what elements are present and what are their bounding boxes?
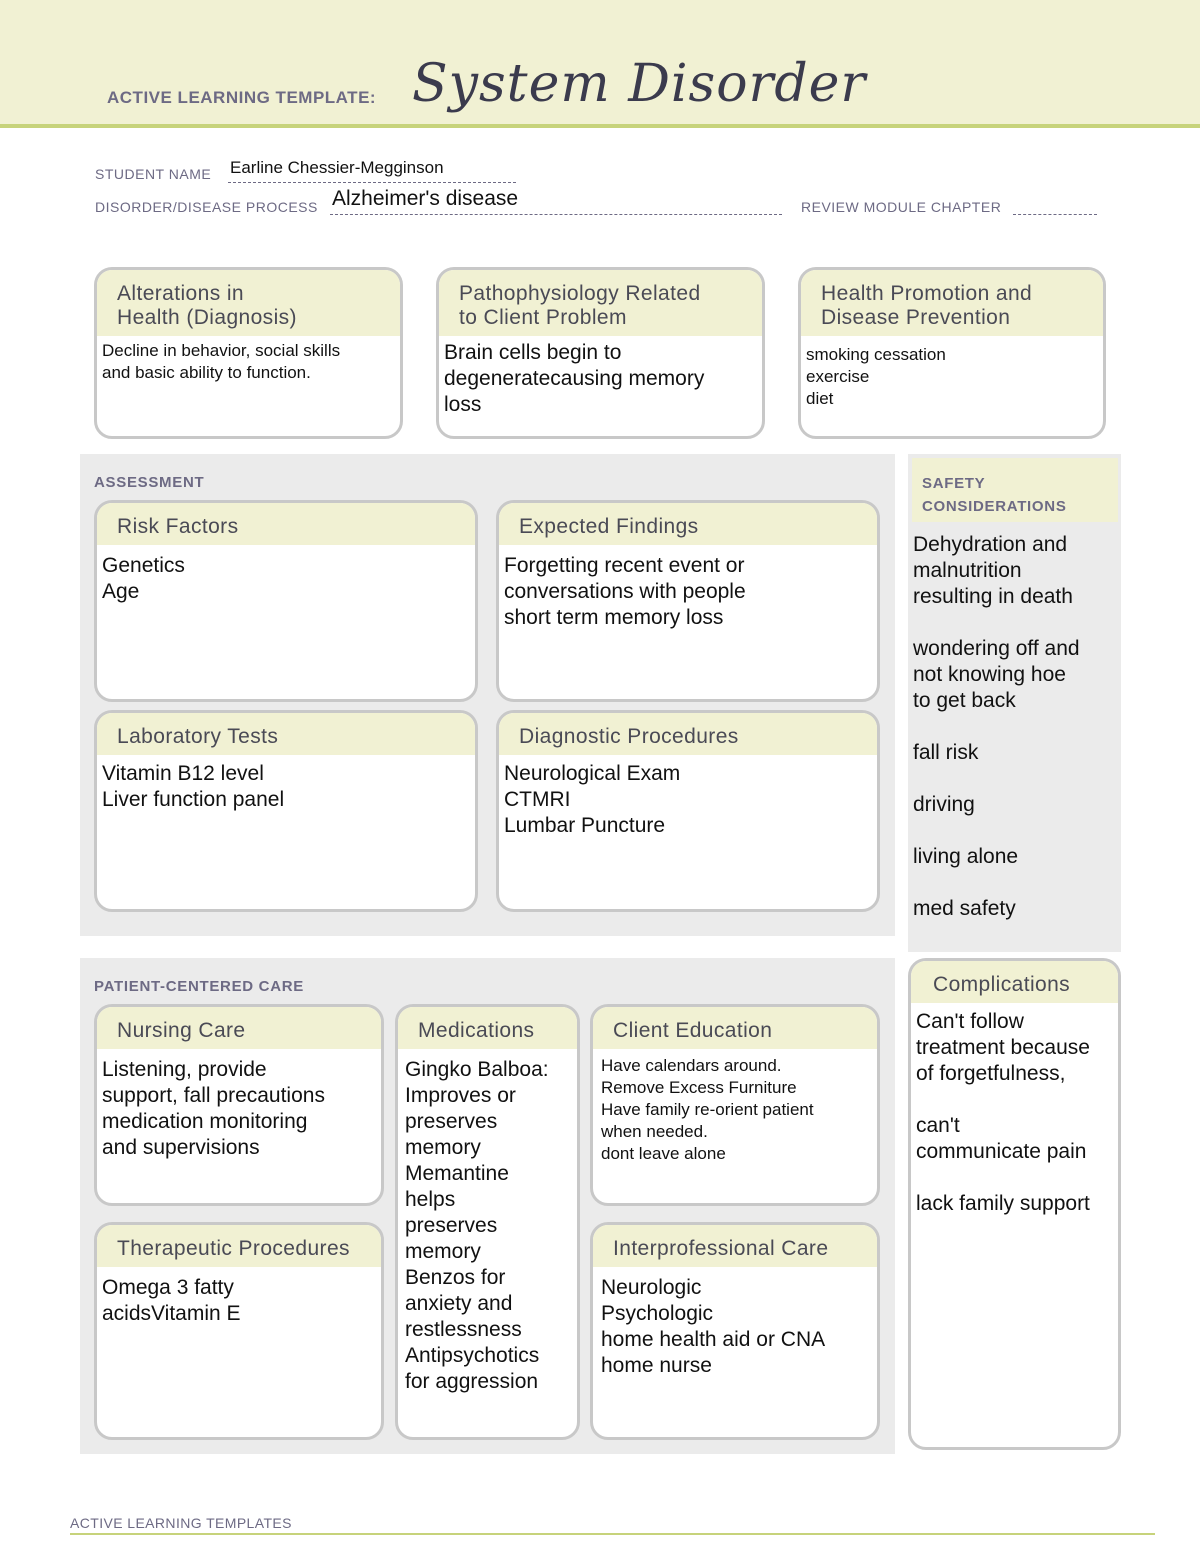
laboratory-tests-body[interactable]: Vitamin B12 level Liver function panel <box>102 762 285 811</box>
nursing-care-body[interactable]: Listening, provide support, fall precautions medication monitoring and supervisions <box>102 1058 325 1159</box>
therapeutic-procedures-box <box>94 1222 384 1440</box>
pathophysiology-box <box>436 267 765 439</box>
medications-body[interactable]: Gingko Balboa: Improves or preserves memory Memantine helps preserves memory Benzos for anxiety and restlessness Antipsychotics for aggression <box>405 1058 549 1393</box>
safety-body[interactable]: Dehydration and malnutrition resulting in death wondering off and not knowing hoe to get back fall risk driving living alone med safety <box>913 533 1080 920</box>
complications-title: Complications <box>911 961 1118 1003</box>
review-module-label: REVIEW MODULE CHAPTER <box>801 199 1002 215</box>
medications-title: Medications <box>398 1007 577 1049</box>
alterations-title: Alterations in Health (Diagnosis) <box>97 270 400 336</box>
client-education-box <box>590 1004 880 1206</box>
medications-box <box>395 1004 580 1440</box>
pathophysiology-title: Pathophysiology Related to Client Problem <box>439 270 762 336</box>
nursing-care-box <box>94 1004 384 1206</box>
template-label: ACTIVE LEARNING TEMPLATE: <box>107 88 377 107</box>
health-promotion-body[interactable]: smoking cessation exercise diet <box>806 345 946 408</box>
disorder-line <box>330 214 782 215</box>
risk-factors-body[interactable]: Genetics Age <box>102 554 185 603</box>
therapeutic-procedures-title: Therapeutic Procedures <box>97 1225 381 1267</box>
health-promotion-title: Health Promotion and Disease Prevention <box>801 270 1103 336</box>
diagnostic-procedures-box <box>496 710 880 912</box>
footer-rule <box>70 1533 1155 1535</box>
expected-findings-body[interactable]: Forgetting recent event or conversations with people short term memory loss <box>504 554 746 629</box>
patient-care-title: PATIENT-CENTERED CARE <box>94 978 304 995</box>
student-name-label: STUDENT NAME <box>95 166 212 182</box>
interprofessional-care-box <box>590 1222 880 1440</box>
risk-factors-title: Risk Factors <box>97 503 475 545</box>
risk-factors-box <box>94 500 478 702</box>
interprofessional-care-title: Interprofessional Care <box>593 1225 877 1267</box>
client-education-title: Client Education <box>593 1007 877 1049</box>
alterations-box <box>94 267 403 439</box>
review-module-line[interactable] <box>1013 214 1097 215</box>
pathophysiology-body[interactable]: Brain cells begin to degeneratecausing memory loss <box>444 341 705 416</box>
disorder-value[interactable]: Alzheimer's disease <box>332 187 519 210</box>
footer-text: ACTIVE LEARNING TEMPLATES <box>70 1515 292 1531</box>
health-promotion-box <box>798 267 1106 439</box>
alterations-body[interactable]: Decline in behavior, social skills and basic ability to function. <box>102 341 341 382</box>
safety-title: SAFETY CONSIDERATIONS <box>922 475 1067 515</box>
interprofessional-care-body[interactable]: Neurologic Psychologic home health aid or CNA home nurse <box>601 1276 826 1377</box>
header-rule <box>0 124 1200 128</box>
laboratory-tests-title: Laboratory Tests <box>97 713 475 755</box>
assessment-title: ASSESSMENT <box>94 474 205 491</box>
disorder-label: DISORDER/DISEASE PROCESS <box>95 199 318 215</box>
student-name-value[interactable]: Earline Chessier-Megginson <box>230 158 444 177</box>
diagnostic-procedures-title: Diagnostic Procedures <box>499 713 877 755</box>
therapeutic-procedures-body[interactable]: Omega 3 fatty acidsVitamin E <box>102 1276 241 1325</box>
laboratory-tests-box <box>94 710 478 912</box>
expected-findings-box <box>496 500 880 702</box>
complications-body[interactable]: Can't follow treatment because of forgetfulness, can't communicate pain lack family support <box>916 1010 1090 1215</box>
student-name-line <box>228 182 516 183</box>
diagnostic-procedures-body[interactable]: Neurological Exam CTMRI Lumbar Puncture <box>504 762 681 837</box>
expected-findings-title: Expected Findings <box>499 503 877 545</box>
nursing-care-title: Nursing Care <box>97 1007 381 1049</box>
template-title: System Disorder <box>412 54 867 114</box>
client-education-body[interactable]: Have calendars around. Remove Excess Furniture Have family re-orient patient when needed. dont leave alone <box>601 1056 814 1163</box>
complications-box <box>908 958 1121 1450</box>
